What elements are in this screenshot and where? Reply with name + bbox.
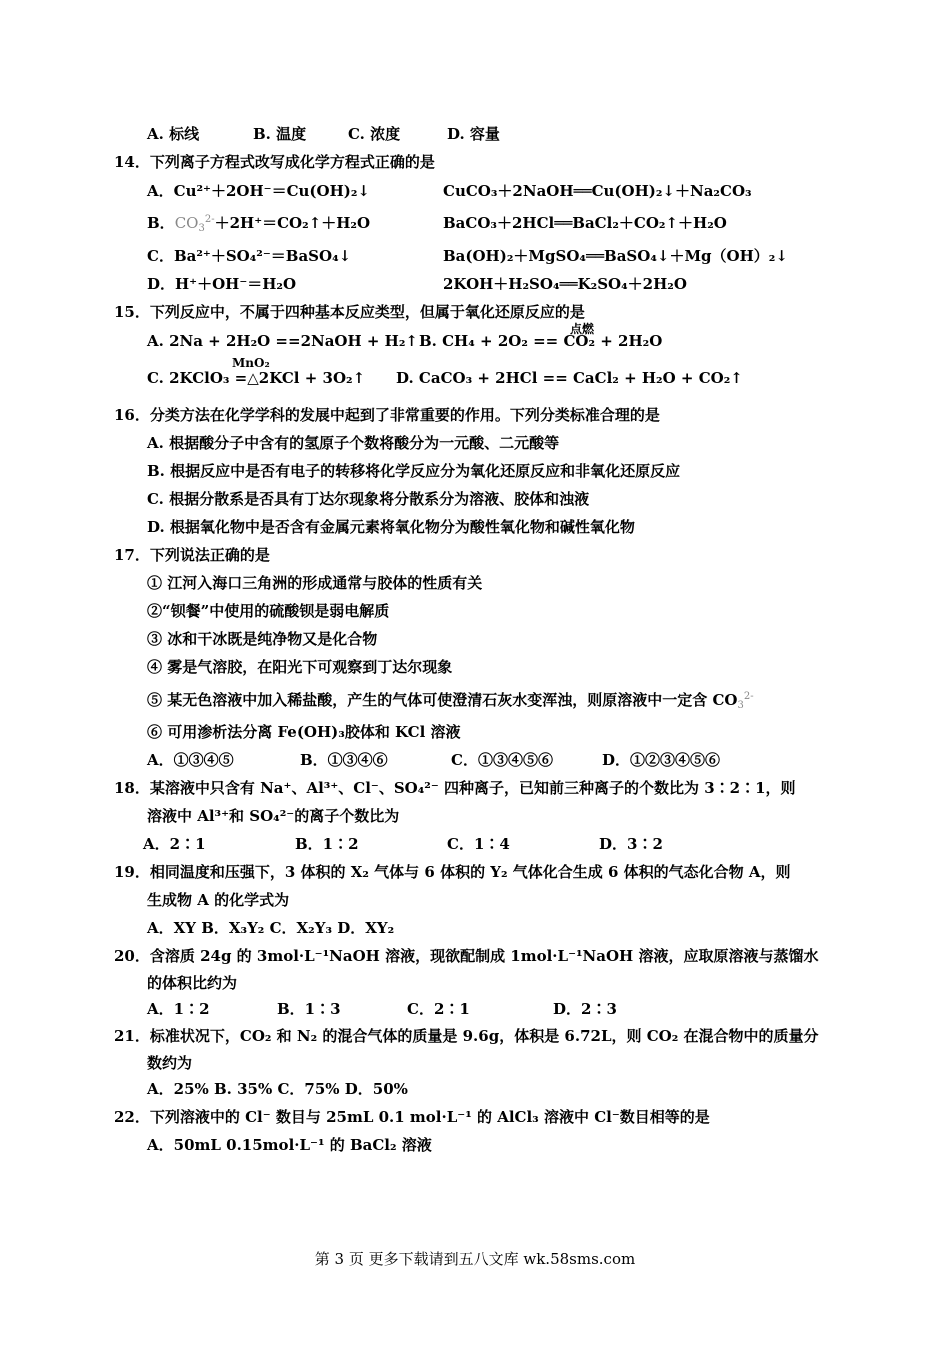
q20-option-a: A．1∶2 [147, 1000, 210, 1018]
q21-line-2: 数约为 [147, 1054, 193, 1072]
q18-line-2: 溶液中 Al³⁺和 SO₄²⁻的离子个数比为 [147, 807, 400, 825]
q18-option-d: D．3∶2 [599, 835, 663, 853]
q17-statement-3: ③ 冰和干冰既是纯净物又是化合物 [147, 630, 378, 648]
q16-option-b: B. 根据反应中是否有电子的转移将化学反应分为氧化还原反应和非氧化还原反应 [147, 462, 681, 480]
q20-option-b: B．1∶3 [277, 1000, 341, 1018]
q20-line-2: 的体积比约为 [147, 974, 238, 992]
carbonate-ion: $CO_3^{2-}$ [174, 214, 215, 234]
q14-b-label: B． [147, 214, 175, 232]
q14-a-ion: A．Cu²⁺＋2OH⁻＝Cu(OH)₂↓ [147, 182, 370, 200]
q13-option-b: B. 温度 [253, 125, 307, 143]
q19-options: A．XY B．X₃Y₂ C．X₂Y₃ D．XY₂ [147, 919, 395, 937]
q15-option-d: D. CaCO₃ + 2HCl == CaCl₂ + H₂O + CO₂↑ [396, 369, 743, 387]
q17-option-a: A．①③④⑤ [147, 751, 234, 769]
q17-option-b: B．①③④⑥ [300, 751, 388, 769]
q15-b-condition: 点燃 [570, 322, 595, 336]
q14-stem: 14．下列离子方程式改写成化学方程式正确的是 [114, 153, 435, 171]
q22-stem: 22．下列溶液中的 Cl⁻ 数目与 25mL 0.1 mol·L⁻¹ 的 AlCl₃ 溶液中 Cl⁻数目相等的是 [114, 1108, 710, 1126]
q17-statement-1: ① 江河入海口三角洲的形成通常与胶体的性质有关 [147, 574, 483, 592]
q17-statement-6: ⑥ 可用渗析法分离 Fe(OH)₃胶体和 KCl 溶液 [147, 723, 461, 741]
q13-option-c: C. 浓度 [348, 125, 401, 143]
q14-c-ion: C．Ba²⁺＋SO₄²⁻＝BaSO₄↓ [147, 247, 352, 265]
q20-option-d: D．2∶3 [553, 1000, 617, 1018]
q18-line-1: 18．某溶液中只含有 Na⁺、Al³⁺、Cl⁻、SO₄²⁻ 四种离子，已知前三种离子的个数比为 3∶2∶1，则 [114, 779, 796, 797]
q17-option-c: C．①③④⑤⑥ [451, 751, 553, 769]
q13-option-d: D. 容量 [447, 125, 500, 143]
q18-option-a: A．2∶1 [143, 835, 206, 853]
q17-statement-5: ⑤ 某无色溶液中加入稀盐酸，产生的气体可使澄清石灰水变浑浊，则原溶液中一定含 $CO_3^{2-}$ [147, 691, 754, 711]
q19-line-1: 19．相同温度和压强下，3 体积的 X₂ 气体与 6 体积的 Y₂ 气体化合生成 6 体积的气态化合物 A，则 [114, 863, 791, 881]
q18-option-b: B．1∶2 [295, 835, 359, 853]
q15-option-a: A. 2Na + 2H₂O ==2NaOH + H₂↑ [147, 332, 418, 350]
q16-option-c: C. 根据分散系是否具有丁达尔现象将分散系分为溶液、胶体和浊液 [147, 490, 590, 508]
q17-statement-4: ④ 雾是气溶胶，在阳光下可观察到丁达尔现象 [147, 658, 453, 676]
q16-option-d: D. 根据氧化物中是否含有金属元素将氧化物分为酸性氧化物和碱性氧化物 [147, 518, 635, 536]
q14-b-ion [147, 213, 370, 233]
q14-d-ion: D．H⁺＋OH⁻＝H₂O [147, 275, 297, 293]
q15-option-b: B. CH₄ + 2O₂ == CO₂ + 2H₂O [419, 332, 663, 350]
q15-option-c: C. 2KClO₃ =△2KCl + 3O₂↑ [147, 369, 366, 387]
q22-option-a: A．50mL 0.15mol·L⁻¹ 的 BaCl₂ 溶液 [147, 1136, 432, 1154]
q17-stem: 17．下列说法正确的是 [114, 546, 270, 564]
q20-line-1: 20．含溶质 24g 的 3mol·L⁻¹NaOH 溶液，现欲配制成 1mol·L⁻¹NaOH 溶液，应取原溶液与蒸馏水 [114, 947, 819, 965]
q15-stem: 15．下列反应中，不属于四种基本反应类型，但属于氧化还原反应的是 [114, 303, 585, 321]
q16-stem: 16．分类方法在化学学科的发展中起到了非常重要的作用。下列分类标准合理的是 [114, 406, 660, 424]
q13-option-a: A. 标线 [147, 125, 200, 143]
q18-option-c: C．1∶4 [447, 835, 510, 853]
q14-b-rest: ＋2H⁺＝CO₂↑＋H₂O [214, 214, 371, 232]
q14-b-chem: BaCO₃＋2HCl══BaCl₂＋CO₂↑＋H₂O [443, 214, 727, 232]
page-footer: 第 3 页 更多下载请到五八文库 wk.58sms.com [314, 1250, 636, 1268]
q19-line-2: 生成物 A 的化学式为 [147, 891, 290, 909]
q21-line-1: 21．标准状况下，CO₂ 和 N₂ 的混合气体的质量是 9.6g，体积是 6.72L，则 CO₂ 在混合物中的质量分 [114, 1027, 819, 1045]
q17-statement-2: ②“钡餐”中使用的硫酸钡是弱电解质 [147, 602, 390, 620]
q14-d-chem: 2KOH＋H₂SO₄══K₂SO₄＋2H₂O [443, 275, 687, 293]
q17-option-d: D．①②③④⑤⑥ [602, 751, 721, 769]
q16-option-a: A. 根据酸分子中含有的氢原子个数将酸分为一元酸、二元酸等 [147, 434, 560, 452]
q15-c-catalyst: MnO₂ [232, 356, 270, 370]
q21-options: A．25% B. 35% C．75% D．50% [147, 1080, 408, 1098]
q14-c-chem: Ba(OH)₂＋MgSO₄══BaSO₄↓＋Mg（OH）₂↓ [443, 247, 788, 265]
q20-option-c: C．2∶1 [407, 1000, 470, 1018]
q14-a-chem: CuCO₃＋2NaOH══Cu(OH)₂↓＋Na₂CO₃ [443, 182, 752, 200]
